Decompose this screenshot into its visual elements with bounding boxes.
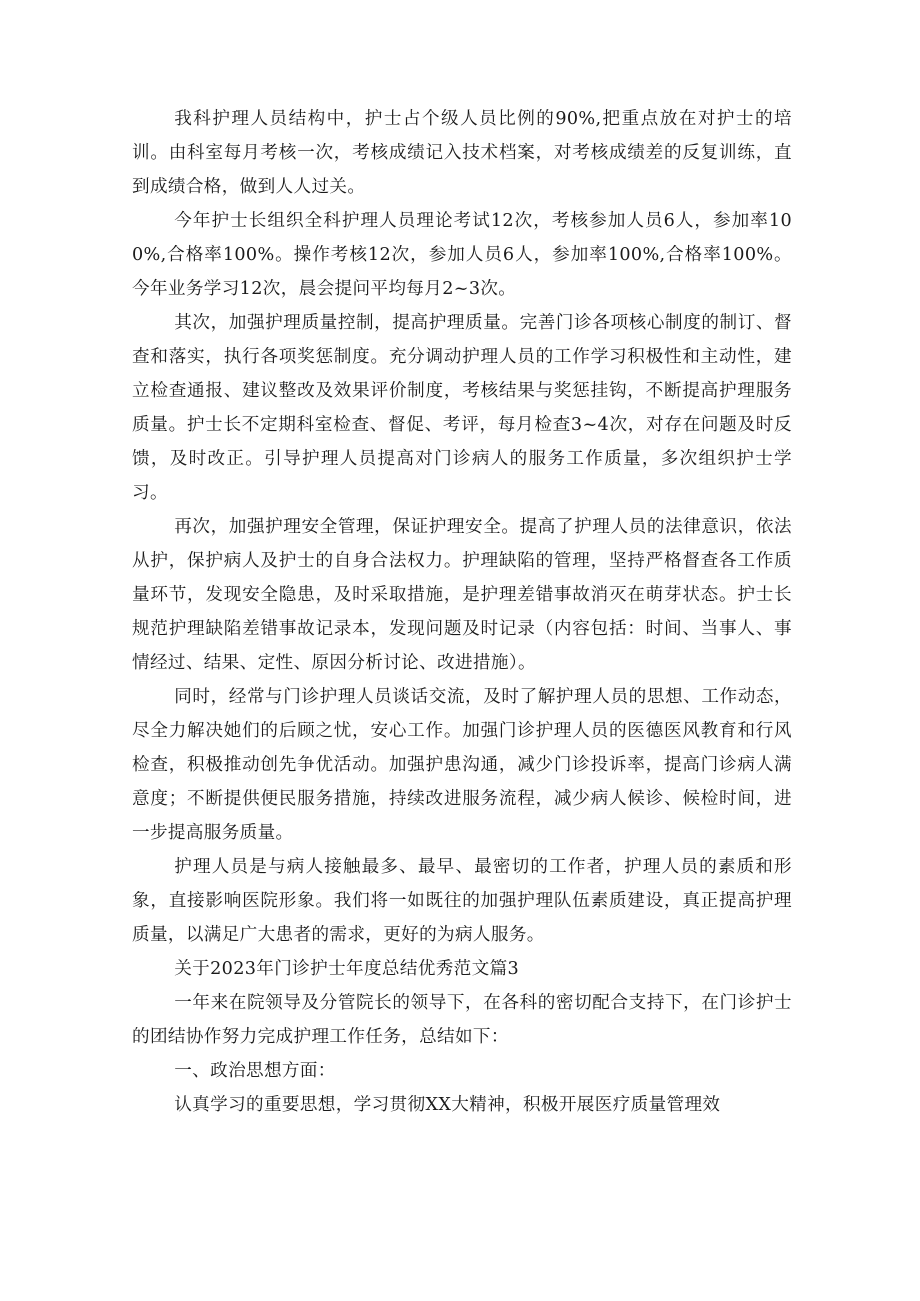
paragraph-quality-control: 其次，加强护理质量控制，提高护理质量。完善门诊各项核心制度的制订、督查和落实，执行各项奖惩制度。充分调动护理人员的工作学习积极性和主动性，建立检查通报、建议整改及效果评价制度，考核结果与奖惩挂钩，不断提高护理服务质量。护士长不定期科室检查、督促、考评，每月检查3~4次，对存在问题及时反馈，及时改正。引导护理人员提高对门诊病人的服务工作质量，多次组织护士学习。 bbox=[132, 313, 792, 503]
paragraph-exam-stats: 今年护士长组织全科护理人员理论考试12次，考核参加人员6人，参加率100%,合格率100%。操作考核12次，参加人员6人，参加率100%,合格率100%。今年业务学习12次，晨会提问平均每月2~3次。 bbox=[132, 211, 792, 299]
paragraph-year-summary: 一年来在院领导及分管院长的领导下，在各科的密切配合支持下，在门诊护士的团结协作努力完成护理工作任务，总结如下： bbox=[132, 993, 792, 1047]
document-page bbox=[132, 102, 792, 1122]
paragraph-communication: 同时，经常与门诊护理人员谈话交流，及时了解护理人员的思想、工作动态，尽全力解决她们的后顾之忧，安心工作。加强门诊护理人员的医德医风教育和行风检查，积极推动创先争优活动。加强护患沟通，减少门诊投诉率，提高门诊病人满意度；不断提供便民服务措施，持续改进服务流程，减少病人候诊、候检时间，进一步提高服务质量。 bbox=[132, 687, 792, 843]
paragraph-conclusion: 护理人员是与病人接触最多、最早、最密切的工作者，护理人员的素质和形象，直接影响医院形象。我们将一如既往的加强护理队伍素质建设，真正提高护理质量，以满足广大患者的需求，更好的为病人服务。 bbox=[132, 857, 792, 945]
subsection-title-politics: 一、政治思想方面： bbox=[174, 1061, 336, 1081]
section-title: 关于2023年门诊护士年度总结优秀范文篇3 bbox=[174, 959, 520, 979]
paragraph-safety-management: 再次，加强护理安全管理，保证护理安全。提高了护理人员的法律意识，依法从护，保护病人及护士的自身合法权力。护理缺陷的管理，坚持严格督查各工作质量环节，发现安全隐患，及时采取措施，是护理差错事故消灭在萌芽状态。护士长规范护理缺陷差错事故记录本，发现问题及时记录（内容包括：时间、当事人、事情经过、结果、定性、原因分析讨论、改进措施）。 bbox=[132, 517, 792, 673]
paragraph-training: 我科护理人员结构中，护士占个级人员比例的90%,把重点放在对护士的培训。由科室每月考核一次，考核成绩记入技术档案，对考核成绩差的反复训练，直到成绩合格，做到人人过关。 bbox=[132, 109, 792, 197]
paragraph-study: 认真学习的重要思想，学习贯彻XX大精神，积极开展医疗质量管理效 bbox=[174, 1095, 721, 1115]
